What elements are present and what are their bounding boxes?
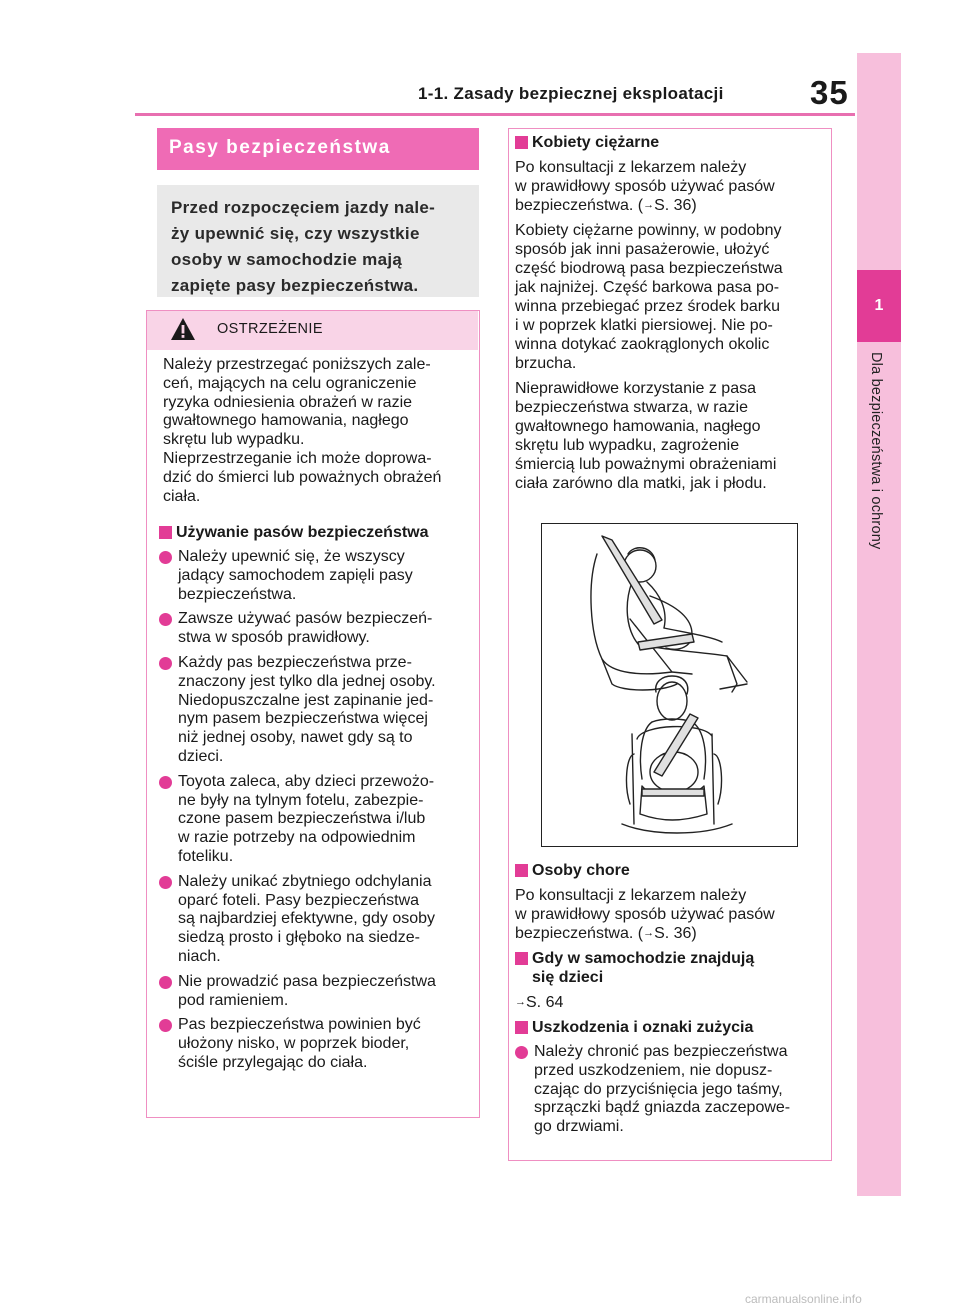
square-bullet-icon [515,1021,528,1034]
paragraph [515,221,831,373]
damage-heading [515,1018,831,1037]
heading-line: się dzieci [532,969,604,986]
heading-text: Uszkodzenia i oznaki zużycia [532,1019,754,1036]
pregnant-heading [515,133,831,152]
paragraph [515,158,831,215]
page-number: 35 [810,74,849,111]
square-bullet-icon [159,526,172,539]
text-line: są najbardziej efektywne, gdy osoby [178,910,436,928]
children-heading [515,949,831,987]
text-span: bezpieczeństwa. ( [515,197,644,214]
text-line: sposób jak inni pasażerowie, ułożyć [515,241,770,258]
text-line: bezpieczeństwa. [178,585,297,603]
text-line: ułożony nisko, w poprzek bioder, [178,1035,410,1053]
warning-triangle-icon [170,317,196,341]
seatbelt-drawing [542,524,796,845]
warning-subheading [159,523,479,542]
text-line: pod ramieniem. [178,991,289,1009]
warning-box [146,310,480,1118]
text-line: część biodrową pasa bezpieczeństwa [515,260,783,277]
text-line: gwałtownego hamowania, nagłego [163,412,409,430]
text-line: w prawidłowy sposób używać pasów [515,178,775,195]
bullet-item [159,610,479,648]
intro-line: ży upewnić się, czy wszystkie [171,224,420,243]
text-line: ne były na tylnym fotelu, zabezpie- [178,791,424,809]
text-line: Po konsultacji z lekarzem należy [515,159,747,176]
text-line: Należy przestrzegać poniższych zale- [163,356,431,373]
text-line: Należy unikać zbytniego odchylania [178,872,432,890]
page-reference-link[interactable]: S. 36) [654,925,697,942]
text-line: ciała zarówno dla matki, jak i płodu. [515,475,767,492]
page-reference-link[interactable]: S. 64 [526,994,564,1011]
subheading-text: Używanie pasów bezpieczeństwa [176,524,429,541]
round-bullet-icon [159,657,172,670]
text-line: i w poprzek klatki piersiowej. Nie po- [515,317,773,334]
chapter-number: 1 [874,297,884,314]
intro-line: zapięte pasy bezpieczeństwa. [171,276,419,295]
text-line: niż jednej osoby, nawet gdy są to [178,729,413,747]
text-line: jak najniżej. Część barkowa pasa po- [515,279,780,296]
section-title: Pasy bezpieczeństwa [157,128,479,170]
text-line: znaczony jest tylko dla jednej osoby. [178,672,436,690]
text-line: ściśle przylegając do ciała. [178,1053,368,1071]
text-line: dzieci. [178,747,224,765]
pregnant-section [515,133,831,493]
text-line [515,196,831,215]
text-line: oparć foteli. Pasy bezpieczeństwa [178,891,420,909]
intro-summary-box [157,185,479,297]
warning-label: OSTRZEŻENIE [217,321,323,337]
text-line: foteliku. [178,847,234,865]
text-line: Należy upewnić się, że wszyscy [178,548,405,565]
text-line: przed uszkodzeniem, nie dopusz- [534,1061,773,1079]
round-bullet-icon [159,876,172,889]
text-line: Nie prowadzić pasa bezpieczeństwa [178,972,436,990]
text-line: Niedopuszczalne jest zapinanie jed- [178,691,434,709]
round-bullet-icon [159,613,172,626]
chapter-title-vertical: Dla bezpieczeństwa i ochrony [868,352,884,550]
watermark: carmanualsonline.info [745,1292,862,1306]
text-line: brzucha. [515,355,577,372]
ill-heading [515,861,831,880]
warning-lead-text [163,356,479,506]
arrow-right-icon: → [643,199,655,211]
text-line: śmiercią lub poważnymi obrażeniami [515,456,777,473]
text-line: siedzą prosto i głęboko na siedze- [178,929,420,947]
text-line: Nieprzestrzeganie ich może doprowa- [163,449,432,467]
square-bullet-icon [515,952,528,965]
text-line: Każdy pas bezpieczeństwa prze- [178,653,412,671]
chapter-number-tab[interactable] [857,270,901,342]
bullet-item [159,548,479,604]
text-line [515,924,831,943]
square-bullet-icon [515,864,528,877]
text-line: sprzączki bądź gniazda zaczepowe- [534,1099,791,1117]
text-line: jadący samochodem zapięli pasy [178,566,413,584]
text-line: nym pasem bezpieczeństwa więcej [178,710,428,728]
text-line: skrętu lub wypadku. [163,431,305,449]
bullet-item [159,773,479,867]
text-line: czając do przyciśnięcia jego taśmy, [534,1080,783,1098]
arrow-right-icon: → [643,927,655,939]
text-line: Po konsultacji z lekarzem należy [515,887,747,904]
header-title: 1-1. Zasady bezpiecznej eksploatacji [418,84,724,103]
text-span: bezpieczeństwa. ( [515,925,644,942]
special-cases-box [508,128,832,1161]
chapter-side-strip [857,53,901,1196]
text-line: Toyota zaleca, aby dzieci przewożo- [178,772,435,790]
round-bullet-icon [515,1046,528,1059]
other-cases-section [515,861,831,1137]
text-line: Nieprawidłowe korzystanie z pasa [515,380,756,397]
heading-text: Osoby chore [532,862,630,879]
text-line: w razie potrzeby na odpowiednim [178,829,416,847]
text-line: go drzwiami. [534,1118,624,1136]
text-line: Należy chronić pas bezpieczeństwa [534,1043,788,1060]
text-line: skrętu lub wypadku, zagrożenie [515,437,740,454]
text-line: bezpieczeństwa stwarza, w razie [515,399,748,416]
heading-line: Gdy w samochodzie znajdują [532,950,755,967]
intro-line: osoby w samochodzie mają [171,250,403,269]
intro-line: Przed rozpoczęciem jazdy nale- [171,198,436,217]
page-reference-link[interactable]: S. 36) [654,197,697,214]
text-line: winna dotykać zaokrąglonych okolic [515,336,770,353]
reference-line [515,993,831,1012]
bullet-item [159,654,479,767]
text-line: w prawidłowy sposób używać pasów [515,906,775,923]
round-bullet-icon [159,776,172,789]
heading-text: Kobiety ciężarne [532,134,660,151]
text-line: czone pasem bezpieczeństwa i/lub [178,810,426,828]
paragraph [515,886,831,943]
text-line: ciała. [163,487,201,505]
text-line: ryzyka odniesienia obrażeń w razie [163,393,413,411]
square-bullet-icon [515,136,528,149]
header-divider [135,113,855,116]
round-bullet-icon [159,976,172,989]
text-line: niach. [178,947,221,965]
bullet-item [515,1043,831,1137]
pregnant-seatbelt-illustration [541,523,798,847]
arrow-right-icon: → [515,996,526,1008]
text-line: Zawsze używać pasów bezpieczeń- [178,610,433,628]
text-line: dzić do śmierci lub poważnych obrażeń [163,468,442,486]
warning-header [147,311,478,350]
round-bullet-icon [159,551,172,564]
round-bullet-icon [159,1019,172,1032]
paragraph [515,379,831,493]
text-line: ceń, mających na celu ograniczenie [163,374,417,392]
warning-items [159,523,479,1073]
bullet-item [159,973,479,1011]
text-line: Kobiety ciężarne powinny, w podobny [515,222,782,239]
bullet-item [159,873,479,967]
text-line: winna przebiegać przez środek barku [515,298,781,315]
text-line: Pas bezpieczeństwa powinien być [178,1016,421,1034]
text-line: stwa w sposób prawidłowy. [178,629,370,647]
bullet-item [159,1016,479,1072]
text-line: gwałtownego hamowania, nagłego [515,418,761,435]
